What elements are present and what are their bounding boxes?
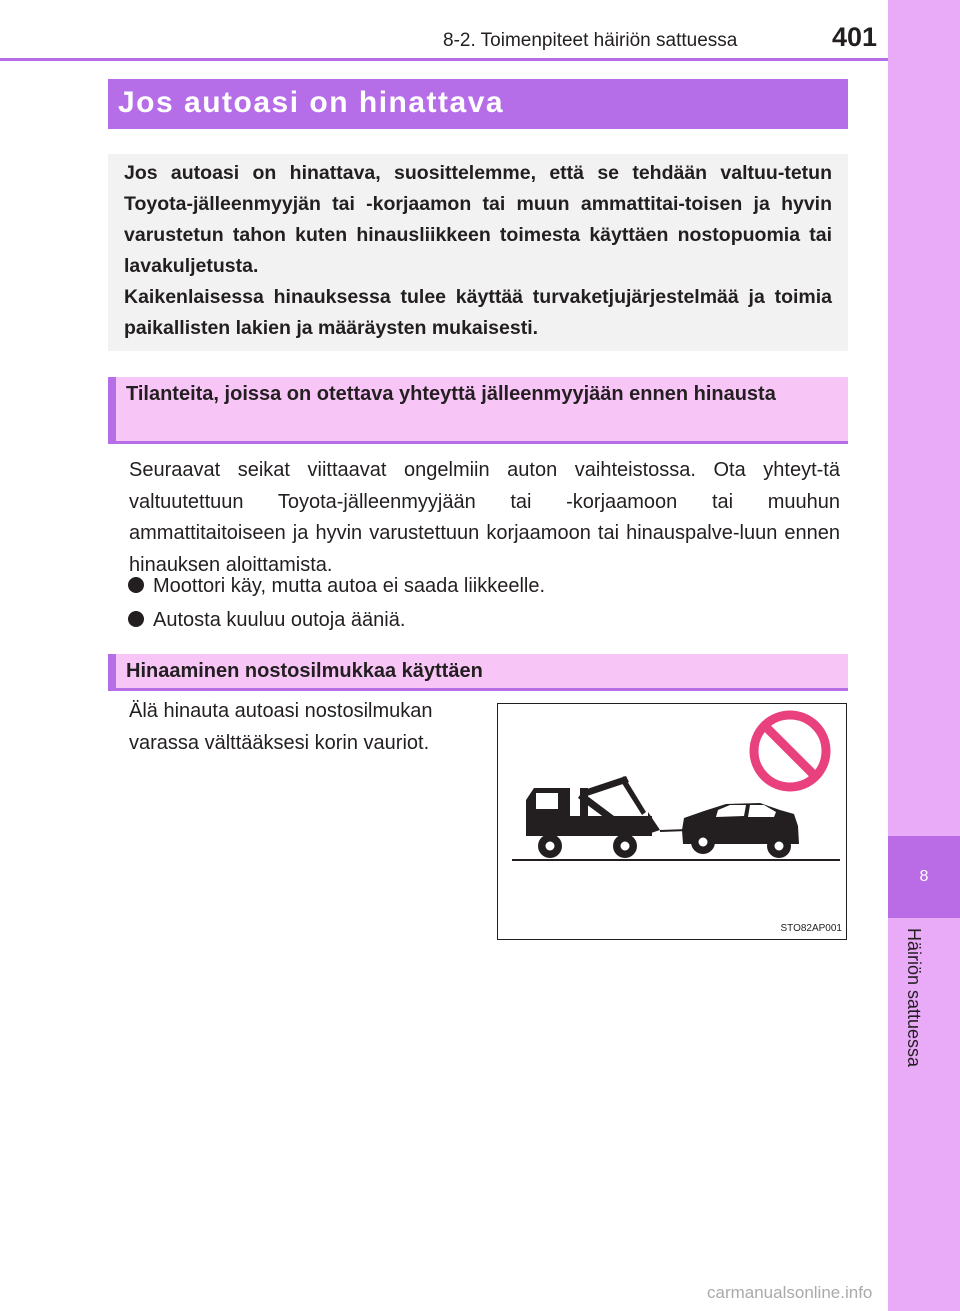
bullet-text: Moottori käy, mutta autoa ei saada liikkeelle.: [153, 575, 546, 597]
tow-truck-icon: [526, 776, 688, 858]
intro-paragraph: Kaikenlaisessa hinauksessa tulee käyttää turvaketjujärjestelmää ja toimia paikallisten lakien ja määräysten mukaisesti.: [124, 286, 832, 339]
body-paragraph: Älä hinauta autoasi nostosilmukan varassa välttääksesi korin vauriot.: [129, 700, 433, 754]
page-number: 401: [832, 22, 878, 52]
page-title: Jos autoasi on hinattava: [118, 86, 505, 119]
bullet-text: Autosta kuuluu outoja ääniä.: [153, 609, 406, 631]
header-rule: [0, 58, 888, 61]
figure-code: STO82AP001: [780, 923, 842, 934]
section-reference: 8-2. Toimenpiteet häiriön sattuessa: [443, 30, 738, 51]
bullet-item: [128, 605, 405, 636]
section-heading: [108, 377, 848, 444]
chapter-label: Häiriön sattuessa: [904, 928, 924, 1068]
chapter-tab[interactable]: 8: [888, 836, 960, 918]
towing-illustration: [497, 703, 847, 940]
tow-truck-illustration-svg: [498, 704, 846, 939]
section-heading: [108, 654, 848, 691]
watermark: carmanualsonline.info: [707, 1283, 873, 1302]
bullet-dot-icon: [128, 577, 144, 593]
towed-car-icon: [682, 803, 799, 858]
intro-box: [108, 154, 848, 351]
body-paragraph: Seuraavat seikat viittaavat ongelmiin auton vaihteistossa. Ota yhteyt-tä valtuutettuun Toyota-jälleenmyyjään tai -korjaamoon tai muuhun ammattitaitoiseen ja hyvin varustettuun korjaamoon tai hinauspalve-luun ennen hinauksen aloittamista.: [129, 459, 840, 576]
bullet-dot-icon: [128, 611, 144, 627]
bullet-item: [128, 571, 545, 602]
section-heading-text: Tilanteita, joissa on otettava yhteyttä jälleenmyyjään ennen hinausta: [126, 383, 776, 405]
intro-paragraph: Jos autoasi on hinattava, suosittelemme, että se tehdään valtuu-tetun Toyota-jälleenmyyjän tai -korjaamon tai muun ammattitai-toisen ja hyvin varustetun tahon kuten hinausliikkeen toimesta käyttäen nostopuomia tai lavakuljetusta.: [124, 162, 832, 277]
side-strip: [888, 0, 960, 1311]
section-heading-text: Hinaaminen nostosilmukkaa käyttäen: [126, 660, 483, 682]
prohibition-icon: [754, 715, 826, 787]
title-bar: [108, 79, 848, 129]
